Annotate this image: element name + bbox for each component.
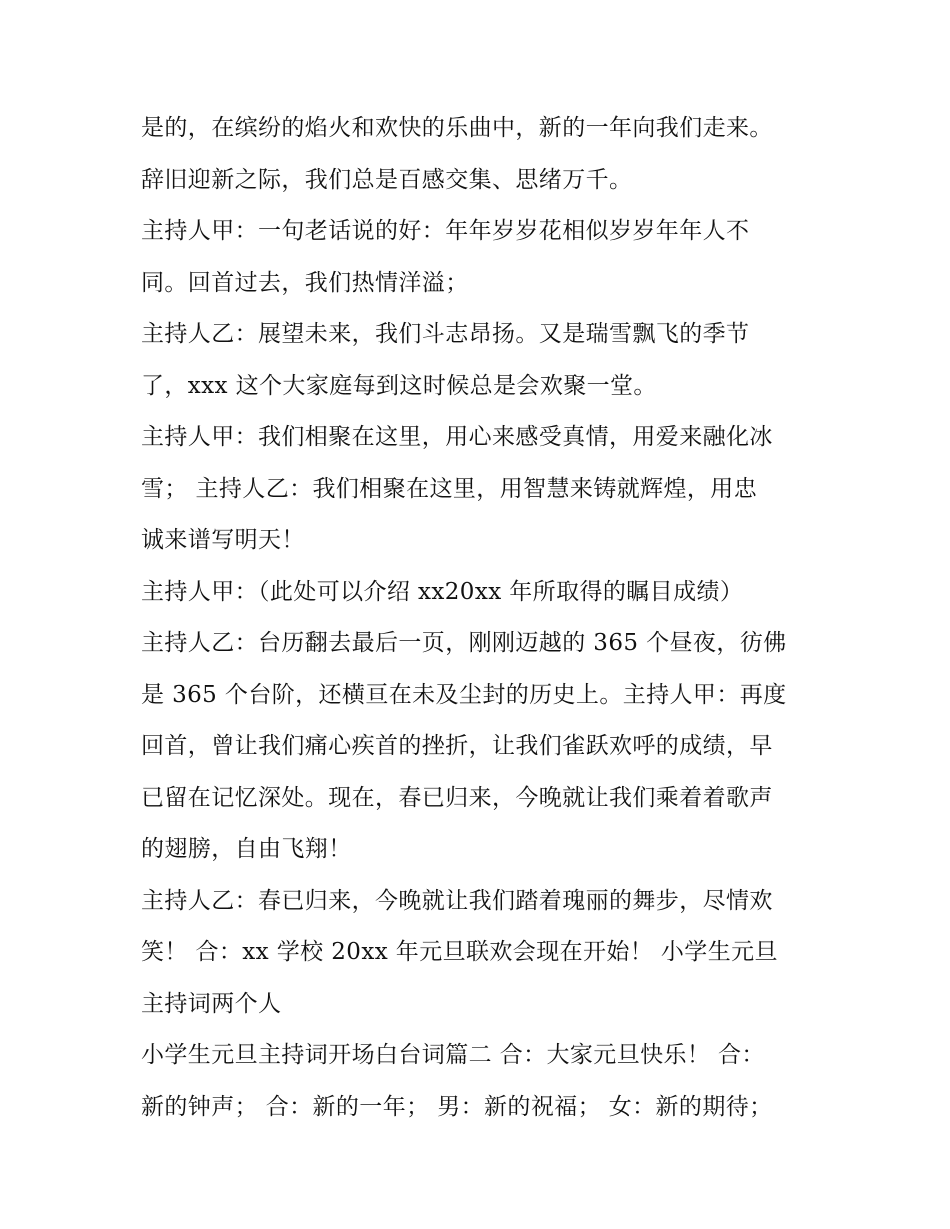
text-line-17: 笑！ 合：xx 学校 20xx 年元旦联欢会现在开始！ 小学生元旦 bbox=[141, 939, 778, 965]
text-line-4: 同。回首过去，我们热情洋溢； bbox=[141, 269, 469, 296]
text-line-3: 主持人甲：一句老话说的好：年年岁岁花相似岁岁年年人不 bbox=[141, 218, 750, 244]
document-body bbox=[141, 103, 821, 1133]
text-line-2: 辞旧迎新之际，我们总是百感交集、思绪万千。 bbox=[141, 166, 633, 193]
text-line-8: 雪； 主持人乙：我们相聚在这里，用智慧来铸就辉煌，用忠 bbox=[141, 475, 758, 502]
text-line-15: 的翅膀，自由飞翔！ bbox=[141, 836, 352, 862]
text-line-13: 回首，曾让我们痛心疾首的挫折，让我们雀跃欢呼的成绩，早 bbox=[141, 733, 773, 759]
text-line-9: 诚来谱写明天！ bbox=[141, 527, 305, 553]
text-line-18: 主持词两个人 bbox=[141, 990, 282, 1017]
text-line-7: 主持人甲：我们相聚在这里，用心来感受真情，用爱来融化冰 bbox=[141, 424, 773, 450]
text-line-10: 主持人甲：（此处可以介绍 xx20xx 年所取得的瞩目成绩） bbox=[141, 578, 744, 605]
text-line-5: 主持人乙：展望未来，我们斗志昂扬。又是瑞雪飘飞的季节 bbox=[141, 321, 750, 347]
text-line-16: 主持人乙：春已归来，今晚就让我们踏着瑰丽的舞步，尽情欢 bbox=[141, 887, 773, 914]
text-line-6: 了，xxx 这个大家庭每到这时候总是会欢聚一堂。 bbox=[141, 372, 657, 399]
text-line-20: 新的钟声； 合：新的一年； 男：新的祝福； 女：新的期待； bbox=[141, 1093, 773, 1120]
text-line-11: 主持人乙：台历翻去最后一页，刚刚迈越的 365 个昼夜，彷佛 bbox=[141, 630, 787, 656]
text-line-19: 小学生元旦主持词开场白台词篇二 合：大家元旦快乐！ 合： bbox=[141, 1042, 765, 1068]
text-line-1: 是的，在缤纷的焰火和欢快的乐曲中，新的一年向我们走来。 bbox=[141, 115, 773, 141]
text-line-12: 是 365 个台阶，还横亘在未及尘封的历史上。主持人甲：再度 bbox=[141, 681, 787, 708]
text-line-14: 已留在记忆深处。现在，春已归来，今晚就让我们乘着着歌声 bbox=[141, 784, 773, 811]
